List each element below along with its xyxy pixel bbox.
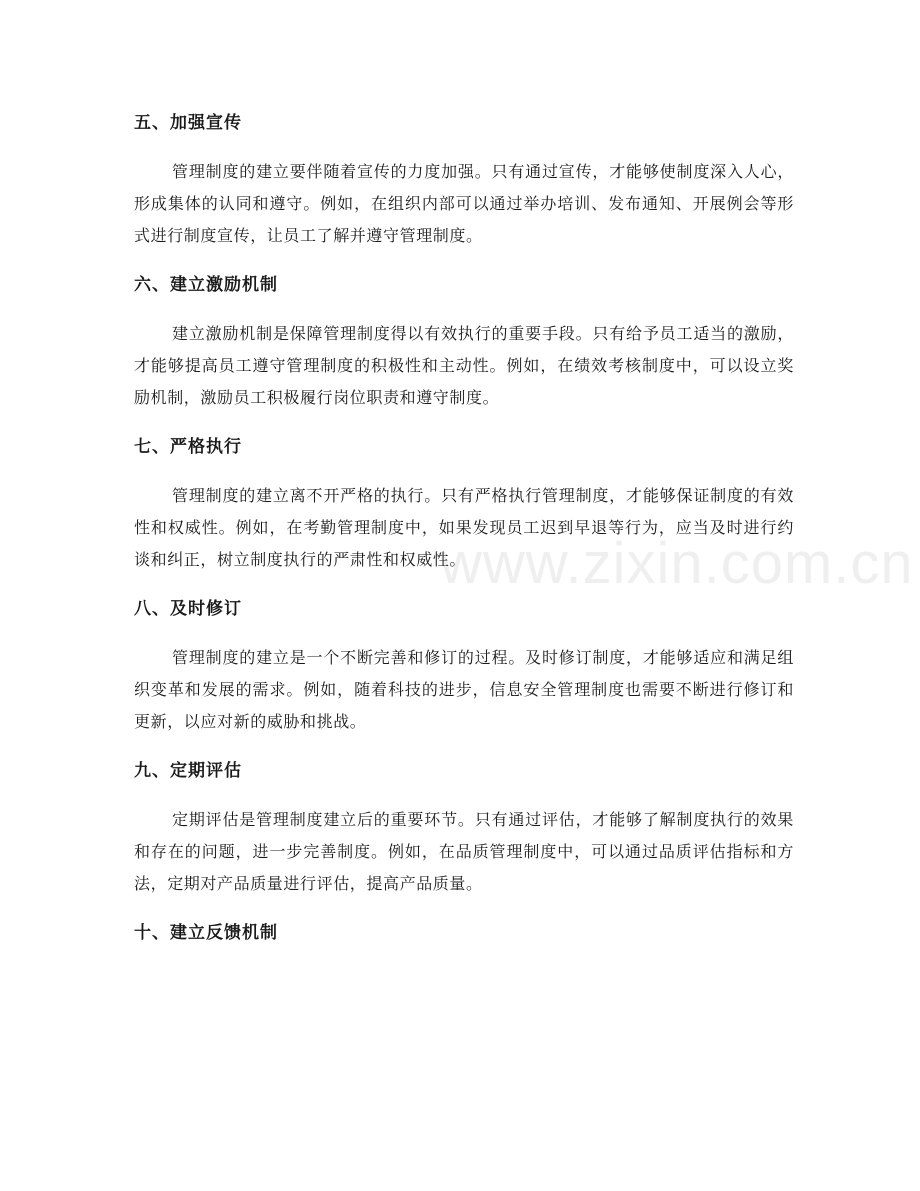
section-body-7: 管理制度的建立离不开严格的执行。只有严格执行管理制度，才能够保证制度的有效性和权威性。例如，在考勤管理制度中，如果发现员工迟到早退等行为，应当及时进行约谈和纠正，树立制度执行的严肃性和权威性。 [134,486,794,569]
section-body-8: 管理制度的建立是一个不断完善和修订的过程。及时修订制度，才能够适应和满足组织变革和发展的需求。例如，随着科技的进步，信息安全管理制度也需要不断进行修订和更新，以应对新的威胁和挑战。 [134,648,794,731]
section-body-9: 定期评估是管理制度建立后的重要环节。只有通过评估，才能够了解制度执行的效果和存在的问题，进一步完善制度。例如，在品质管理制度中，可以通过品质评估指标和方法，定期对产品质量进行评估，提高产品质量。 [134,810,794,893]
section-heading-5: 五、加强宣传 [134,113,242,133]
document-content [134,105,794,951]
section-heading-6: 六、建立激励机制 [134,275,278,295]
section-body-5: 管理制度的建立要伴随着宣传的力度加强。只有通过宣传，才能够使制度深入人心，形成集体的认同和遵守。例如，在组织内部可以通过举办培训、发布通知、开展例会等形式进行制度宣传，让员工了解并遵守管理制度。 [134,162,794,245]
section-heading-10: 十、建立反馈机制 [134,923,278,943]
watermark-text: www.zixin.com.cn [440,531,914,596]
section-heading-8: 八、及时修订 [134,599,242,619]
section-heading-9: 九、定期评估 [134,761,242,781]
section-heading-7: 七、严格执行 [134,437,242,457]
section-body-6: 建立激励机制是保障管理制度得以有效执行的重要手段。只有给予员工适当的激励，才能够提高员工遵守管理制度的积极性和主动性。例如，在绩效考核制度中，可以设立奖励机制，激励员工积极履行岗位职责和遵守制度。 [134,324,794,407]
